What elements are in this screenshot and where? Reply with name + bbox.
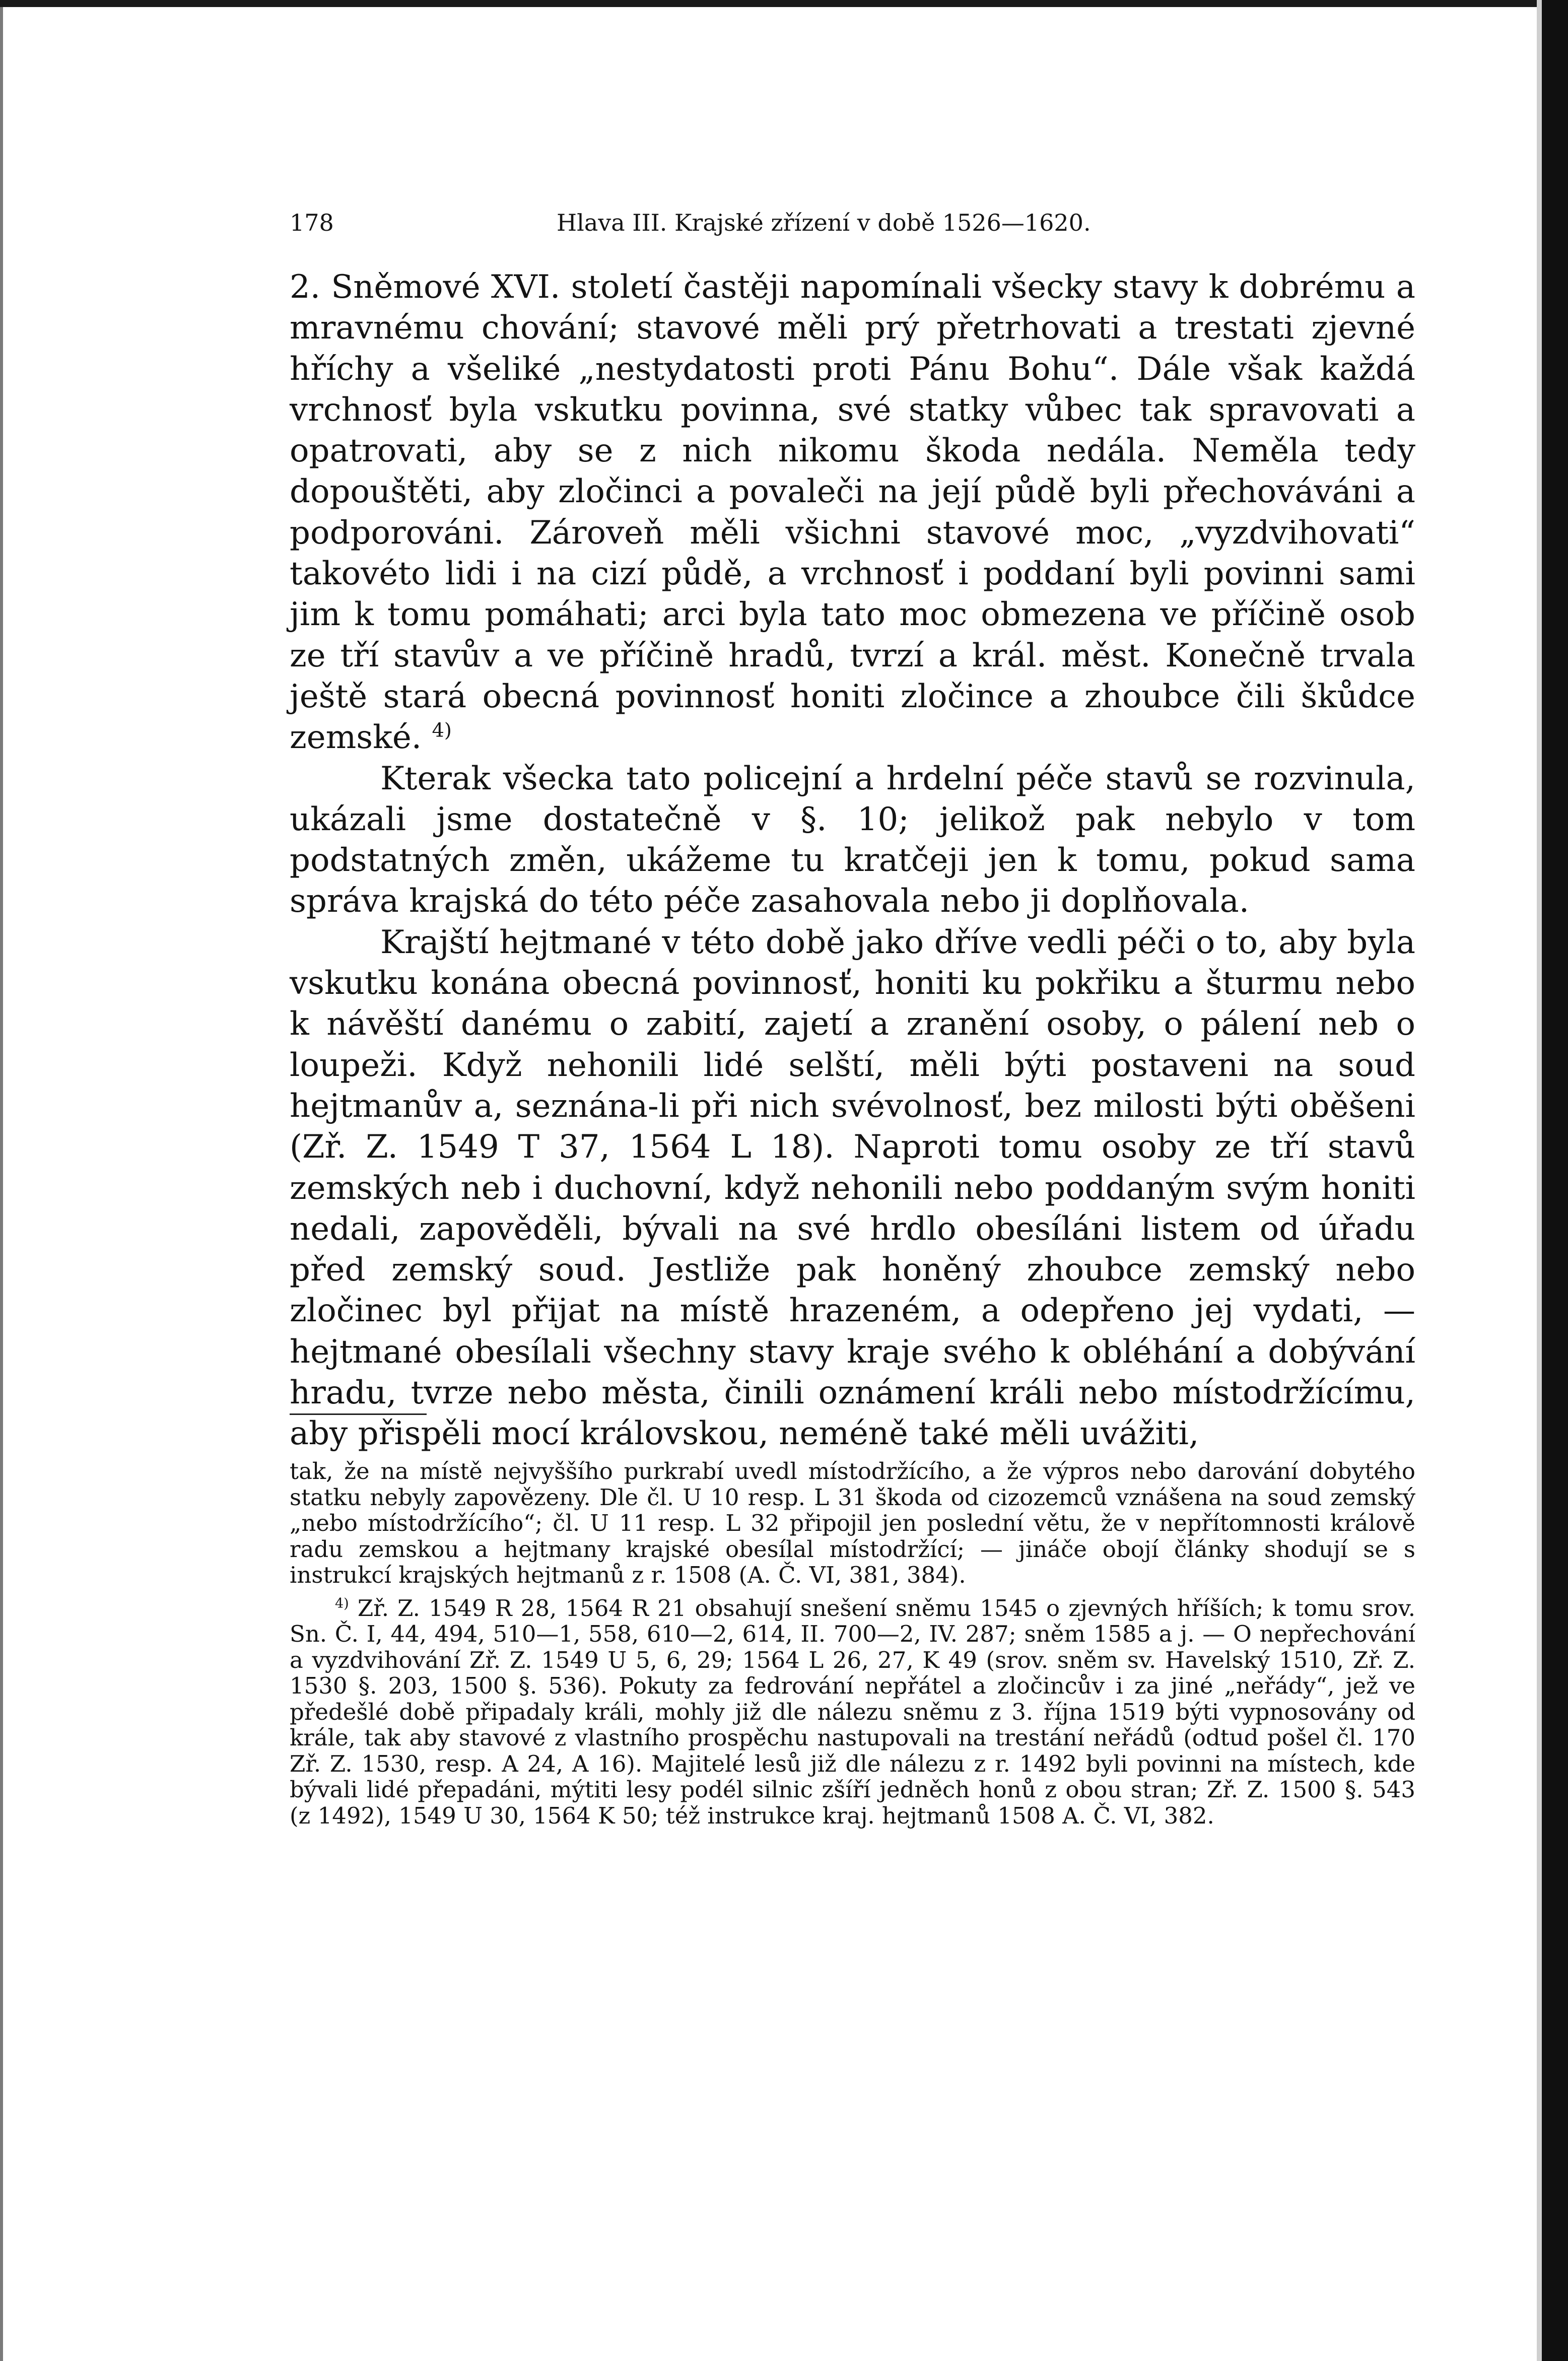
paragraph-2: Kterak všecka tato policejní a hrdelní péče stavů se rozvinula, ukázali jsme dostatečně v §. 10; jelikož pak nebylo v tom podstatných změn, ukážeme tu kratčeji jen k tomu, pokud sama správa krajská do této péče zasahovala nebo ji doplňovala. bbox=[290, 760, 1415, 920]
scan-gutter bbox=[1537, 0, 1542, 2361]
footnote-4 bbox=[290, 1595, 1415, 1829]
paragraph-1-text: 2. Sněmové XVI. století častěji napomínali všecky stavy k dobrému a mravnému chování; stavové měli prý přetrhovati a trestati zjevné hříchy a všeliké „nestydatosti proti Pánu Bohu“. Dále však každá vrchnosť byla vskutku povinna, své statky vůbec tak spravovati a opatrovati, aby se z nich nikomu škoda nedála. Neměla tedy dopouštěti, aby zločinci a povaleči na její půdě byli přechováváni a podporováni. Zároveň měli všichni stavové moc, „vyzdvihovati“ takovéto lidi i na cizí půdě, a vrchnosť i poddaní byli povinni sami jim k tomu pomáhati; arci byla tato moc obmezena ve příčině osob ze tří stavův a ve příčině hradů, tvrzí a král. měst. Konečně trvala ještě stará obecná povinnosť honiti zločince a zhoubce čili škůdce zemské. bbox=[290, 268, 1415, 757]
footnotes bbox=[290, 1458, 1415, 1829]
paragraph-1 bbox=[290, 267, 1415, 759]
page-number: 178 bbox=[290, 209, 334, 236]
footnote-ref-4: 4) bbox=[432, 719, 452, 742]
page-header bbox=[290, 209, 1415, 244]
main-text bbox=[290, 267, 1415, 1455]
scan-border-top bbox=[0, 0, 1568, 7]
footnote-separator bbox=[290, 1413, 427, 1415]
footnote-4-mark: 4) bbox=[335, 1595, 349, 1611]
running-title: Hlava III. Krajské zřízení v době 1526—1620. bbox=[557, 209, 1091, 236]
scan-border-right bbox=[1542, 0, 1568, 2361]
paragraph-3: Krajští hejtmané v této době jako dříve vedli péči o to, aby byla vskutku konána obecná povinnosť, honiti ku pokřiku a šturmu nebo k návěští danému o zabití, zajetí a zranění osoby, o pálení neb o loupeži. Když nehonili lidé selští, měli býti postaveni na soud hejtmanův a, seznána-li při nich svévolnosť, bez milosti býti oběšeni (Zř. Z. 1549 T 37, 1564 L 18). Naproti tomu osoby ze tří stavů zemských neb i duchovní, když nehonili nebo poddaným svým honiti nedali, zapověděli, bývali na své hrdlo obesíláni listem od úřadu před zemský soud. Jestliže pak honěný zhoubce zemský nebo zločinec byl přijat na místě hrazeném, a odepřeno jej vydati, — hejtmané obesílali všechny stavy kraje svého k obléhání a dobývání hradu, tvrze nebo města, činili oznámení králi nebo místodržícímu, aby přispěli mocí královskou, neméně také měli uvážiti, bbox=[290, 923, 1415, 1453]
scan-border-left bbox=[0, 7, 3, 2361]
footnote-continuation: tak, že na místě nejvyššího purkrabí uvedl místodržícího, a že výpros nebo darování dobytého statku nebyly zapovězeny. Dle čl. U 10 resp. L 31 škoda od cizozemců vznášena na soud zemský „nebo místodržícího“; čl. U 11 resp. L 32 připojil jen poslední větu, že v nepřítomnosti králově radu zemskou a hejtmany krajské obesílal místodržící; — jináče obojí články shodují se s instrukcí krajských hejtmanů z r. 1508 (A. Č. VI, 381, 384). bbox=[290, 1458, 1415, 1588]
footnote-4-text: Zř. Z. 1549 R 28, 1564 R 21 obsahují snešení sněmu 1545 o zjevných hříších; k tomu srov. Sn. Č. I, 44, 494, 510—1, 558, 610—2, 614, II. 700—2, IV. 287; sněm 1585 a j. — O nepřechování a vyzdvihování Zř. Z. 1549 U 5, 6, 29; 1564 L 26, 27, K 49 (srov. sněm sv. Havelský 1510, Zř. Z. 1530 §. 203, 1500 §. 536). Pokuty za fedrování nepřátel a zločincův i za jiné „neřády“, jež ve předešlé době připadaly králi, mohly již dle nálezu sněmu z 3. října 1519 býti vypnosovány od krále, tak aby stavové z vlastního prospěchu nastupovali na trestání neřádů (odtud pošel čl. 170 Zř. Z. 1530, resp. A 24, A 16). Majitelé lesů již dle nálezu z r. 1492 byli povinni na místech, kde bývali lidé přepadáni, mýtiti lesy podél silnic zšíří jedněch honů z obou stran; Zř. Z. 1500 §. 543 (z 1492), 1549 U 30, 1564 K 50; též instrukce kraj. hejtmanů 1508 A. Č. VI, 382. bbox=[290, 1594, 1415, 1829]
